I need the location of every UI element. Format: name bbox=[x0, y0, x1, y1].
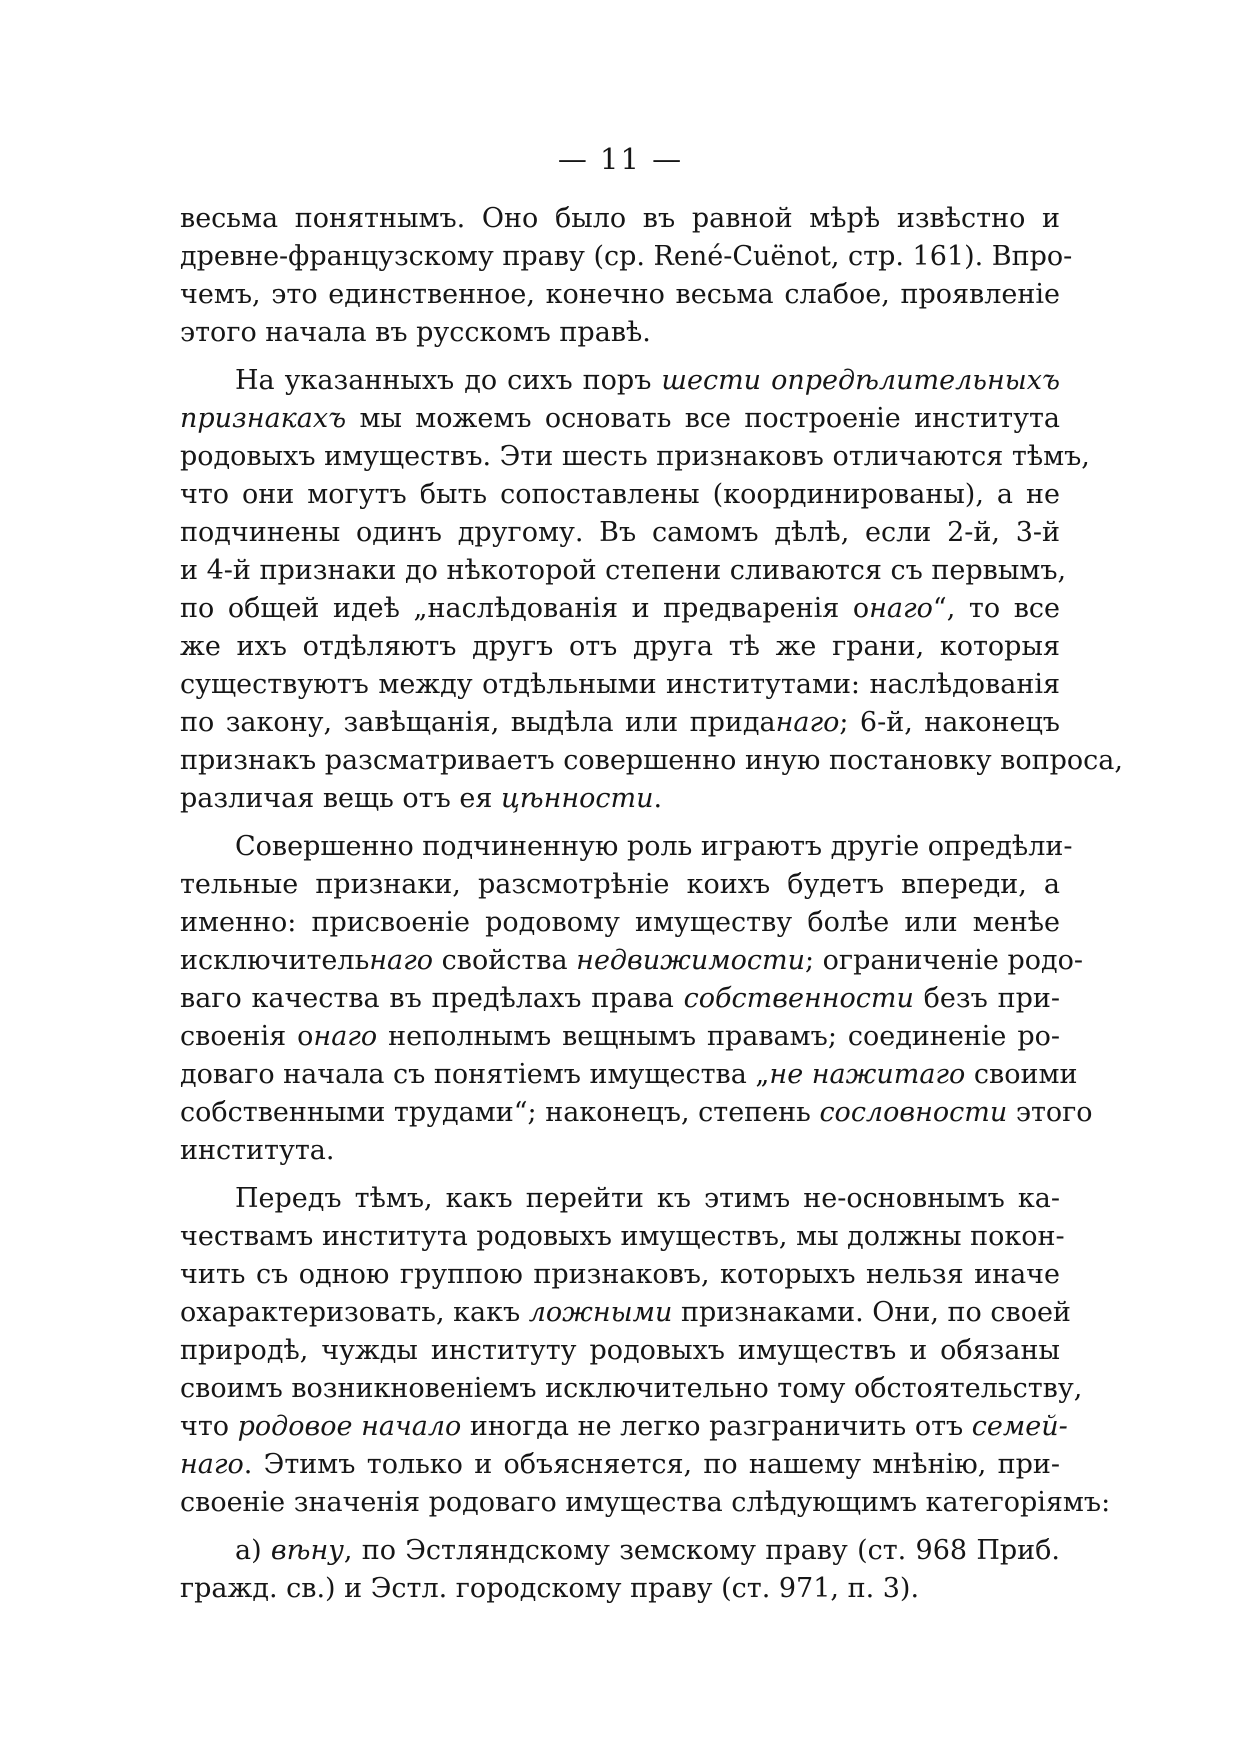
text-line: родовыхъ имуществъ. Эти шесть признаковъ отличаются тѣмъ, bbox=[180, 441, 1090, 472]
text-line: природѣ, чужды институту родовыхъ имуществъ и обязаны bbox=[180, 1335, 1060, 1366]
emphasized-text: сословности bbox=[819, 1097, 1008, 1128]
emphasized-text: цѣнности bbox=[500, 783, 654, 814]
text-line: по общей идеѣ „наслѣдованія и предваренія онаго“, то все bbox=[180, 593, 1060, 624]
text-line: своенія онаго неполнымъ вещнымъ правамъ; соединеніе ро- bbox=[180, 1021, 1060, 1052]
emphasized-text: семей- bbox=[971, 1411, 1068, 1442]
emphasized-text: родовое начало bbox=[237, 1411, 462, 1442]
text-line: существуютъ между отдѣльными институтами: наслѣдованія bbox=[180, 669, 1060, 700]
text-line: чить съ одною группою признаковъ, которыхъ нельзя иначе bbox=[180, 1259, 1060, 1290]
text-line: признакахъ мы можемъ основать все построеніе института bbox=[180, 403, 1060, 434]
emphasized-text: наго bbox=[775, 707, 840, 738]
text-line: института. bbox=[180, 1135, 335, 1166]
paragraph bbox=[180, 362, 1123, 818]
text-line: различая вещь отъ ея цѣнности. bbox=[180, 783, 663, 814]
paragraph bbox=[180, 828, 1093, 1170]
text-line: своеніе значенія родоваго имущества слѣдующимъ категоріямъ: bbox=[180, 1487, 1111, 1518]
emphasized-text: наго bbox=[369, 945, 434, 976]
emphasized-text: собственности bbox=[683, 983, 914, 1014]
paragraph bbox=[180, 1180, 1111, 1522]
text-line: же ихъ отдѣляютъ другъ отъ друга тѣ же грани, которыя bbox=[180, 631, 1060, 662]
text-line: собственными трудами“; наконецъ, степень сословности этого bbox=[180, 1097, 1093, 1128]
text-line: весьма понятнымъ. Оно было въ равной мѣрѣ извѣстно и bbox=[180, 203, 1060, 234]
text-line: древне-французскому праву (ср. René-Cuënot, стр. 161). Впро- bbox=[180, 241, 1073, 272]
emphasized-text: недвижимости bbox=[576, 945, 805, 976]
text-line: Передъ тѣмъ, какъ перейти къ этимъ не-основнымъ ка- bbox=[235, 1183, 1060, 1214]
text-line: Совершенно подчиненную роль играютъ другіе опредѣли- bbox=[235, 831, 1073, 862]
text-line: и 4-й признаки до нѣкоторой степени сливаются съ первымъ, bbox=[180, 555, 1067, 586]
text-line: подчинены одинъ другому. Въ самомъ дѣлѣ, если 2-й, 3-й bbox=[180, 517, 1060, 548]
emphasized-text: ложными bbox=[528, 1297, 673, 1328]
text-line: охарактеризовать, какъ ложными признаками. Они, по своей bbox=[180, 1297, 1071, 1328]
emphasized-text: шести опредѣлительныхъ bbox=[661, 365, 1060, 396]
text-line: чествамъ института родовыхъ имуществъ, мы должны покон- bbox=[180, 1221, 1065, 1252]
text-line: по закону, завѣщанія, выдѣла или приданаго; 6-й, наконецъ bbox=[180, 707, 1060, 738]
text-line: признакъ разсматриваетъ совершенно иную постановку вопроса, bbox=[180, 745, 1123, 776]
text-line: чемъ, это единственное, конечно весьма слабое, проявленіе bbox=[180, 279, 1060, 310]
text-line: На указанныхъ до сихъ поръ шести опредѣлительныхъ bbox=[235, 365, 1060, 396]
text-line: этого начала въ русскомъ правѣ. bbox=[180, 317, 651, 348]
text-line: наго. Этимъ только и объясняется, по нашему мнѣнію, при- bbox=[180, 1449, 1060, 1480]
page-number: — 11 — bbox=[557, 142, 684, 176]
paragraph bbox=[180, 200, 1073, 352]
emphasized-text: не нажитаго bbox=[769, 1059, 966, 1090]
emphasized-text: признакахъ bbox=[180, 403, 347, 434]
emphasized-text: наго bbox=[313, 1021, 378, 1052]
text-line: гражд. св.) и Эстл. городскому праву (ст. 971, п. 3). bbox=[180, 1573, 920, 1604]
emphasized-text: наго bbox=[869, 593, 933, 624]
emphasized-text: вѣну bbox=[270, 1535, 344, 1566]
text-line: а) вѣну, по Эстляндскому земскому праву (ст. 968 Приб. bbox=[235, 1535, 1060, 1566]
paragraph bbox=[180, 1532, 1060, 1608]
text-line: доваго начала съ понятіемъ имущества „не нажитаго своими bbox=[180, 1059, 1078, 1090]
text-line: что родовое начало иногда не легко разграничить отъ семей- bbox=[180, 1411, 1068, 1442]
text-line: именно: присвоеніе родовому имуществу болѣе или менѣе bbox=[180, 907, 1060, 938]
text-line: исключительнаго свойства недвижимости; ограниченіе родо- bbox=[180, 945, 1084, 976]
emphasized-text: наго bbox=[180, 1449, 244, 1480]
text-line: тельные признаки, разсмотрѣніе коихъ будетъ впереди, а bbox=[180, 869, 1060, 900]
body-text bbox=[180, 200, 1123, 1618]
text-line: ваго качества въ предѣлахъ права собственности безъ при- bbox=[180, 983, 1060, 1014]
text-line: своимъ возникновеніемъ исключительно тому обстоятельству, bbox=[180, 1373, 1083, 1404]
text-line: что они могутъ быть сопоставлены (координированы), а не bbox=[180, 479, 1060, 510]
